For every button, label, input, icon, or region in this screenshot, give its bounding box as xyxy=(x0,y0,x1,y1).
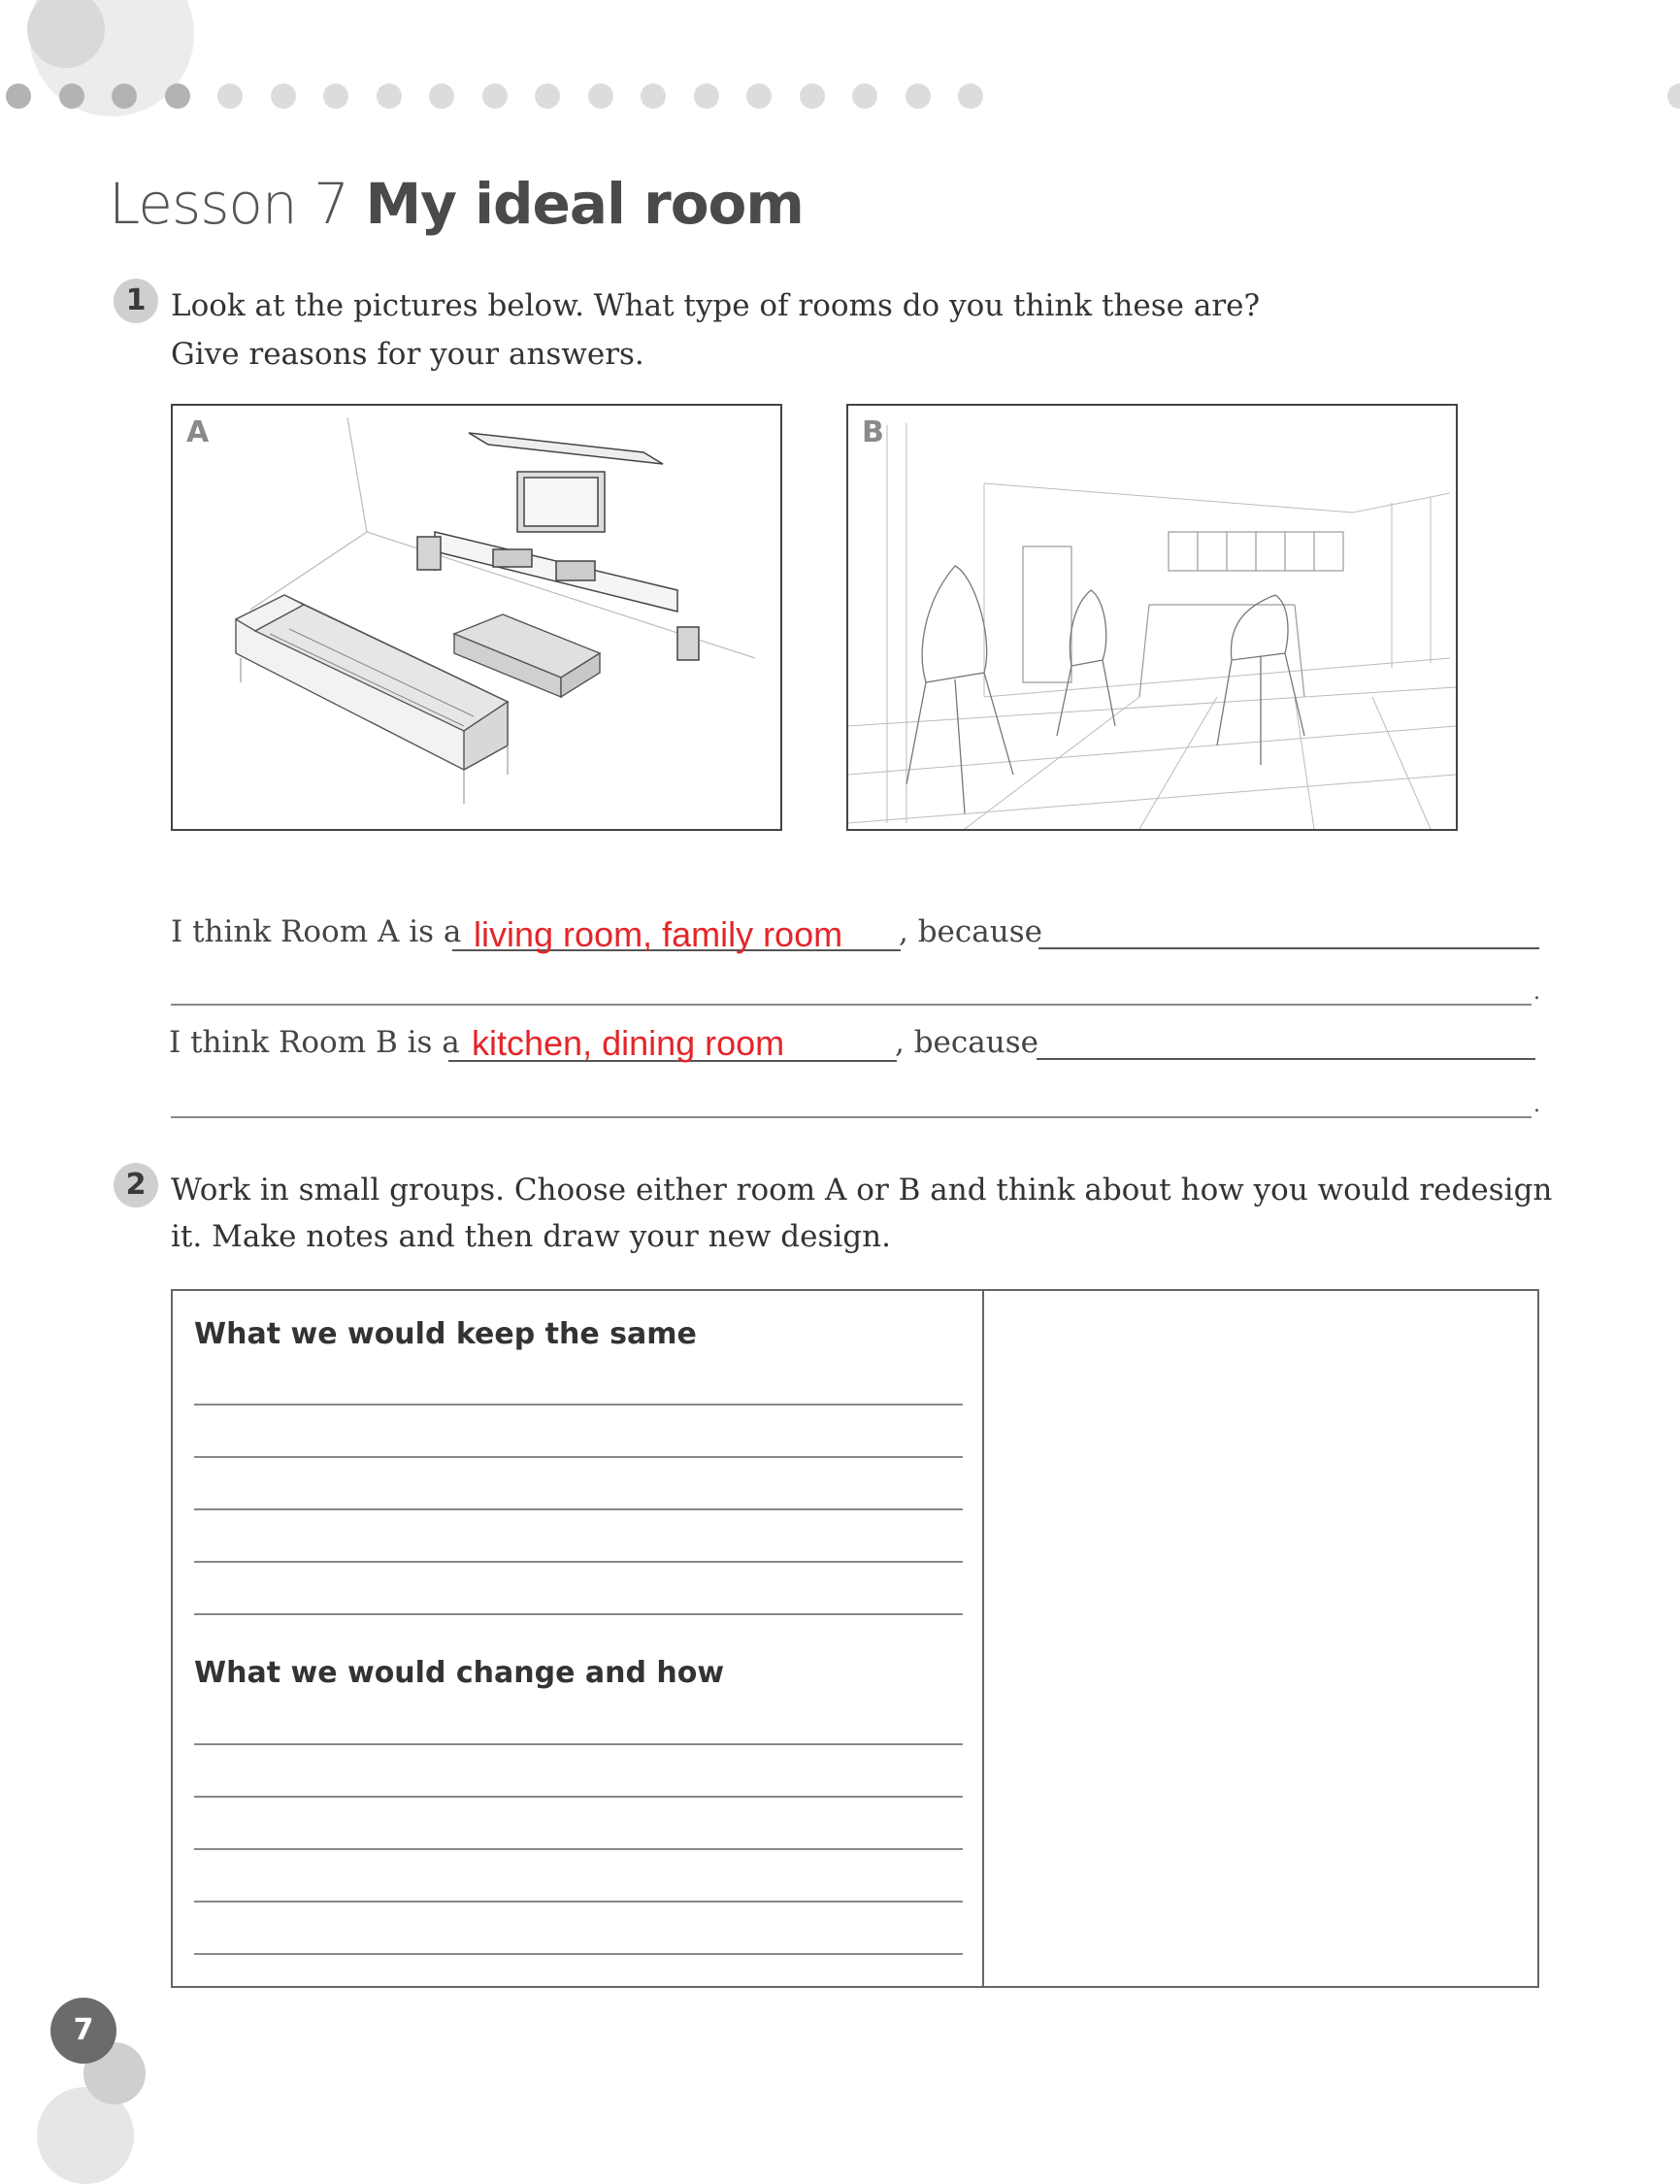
living-room-sketch xyxy=(173,406,780,829)
header-dot xyxy=(906,83,931,109)
exercise-2-instruction-line2: it. Make notes and then draw your new design. xyxy=(171,1219,891,1254)
answer-room-b[interactable]: kitchen, dining room xyxy=(472,1023,785,1063)
sentence-a-suffix: , because xyxy=(899,914,1042,949)
sentence-b-prefix: I think Room B is a xyxy=(169,1025,460,1060)
header-dot xyxy=(323,83,348,109)
change-note-line-2[interactable] xyxy=(194,1796,963,1798)
header-dot xyxy=(165,83,190,109)
header-dot xyxy=(694,83,719,109)
lesson-title: My ideal room xyxy=(365,171,804,237)
exercise-2-instruction-line1: Work in small groups. Choose either room A or B and think about how you would redesign xyxy=(171,1173,1553,1208)
header-dot xyxy=(1667,83,1680,109)
header-dot xyxy=(59,83,84,109)
header-dot xyxy=(429,83,454,109)
picture-a xyxy=(171,404,782,831)
header-dot-row xyxy=(0,83,1680,113)
page-title xyxy=(109,171,804,237)
heading-keep: What we would keep the same xyxy=(194,1317,697,1351)
exercise-1-instruction-line2: Give reasons for your answers. xyxy=(171,337,644,372)
reason-line-a-1[interactable] xyxy=(1038,947,1539,949)
heading-change: What we would change and how xyxy=(194,1656,725,1690)
kitchen-sketch xyxy=(848,406,1456,829)
page-number: 7 xyxy=(50,1998,116,2064)
sentence-a-period: . xyxy=(1533,980,1540,1005)
header-dot xyxy=(746,83,772,109)
header-dot xyxy=(958,83,983,109)
change-note-line-4[interactable] xyxy=(194,1901,963,1903)
keep-note-line-1[interactable] xyxy=(194,1404,963,1406)
sentence-a-prefix: I think Room A is a xyxy=(171,914,462,949)
exercise-1-instruction-line1: Look at the pictures below. What type of rooms do you think these are? xyxy=(171,288,1261,323)
change-note-line-3[interactable] xyxy=(194,1848,963,1850)
change-note-line-1[interactable] xyxy=(194,1743,963,1745)
answer-room-a[interactable]: living room, family room xyxy=(474,914,843,954)
header-dot xyxy=(377,83,402,109)
picture-a-label: A xyxy=(186,415,210,449)
reason-line-b-2[interactable] xyxy=(171,1116,1532,1118)
exercise-2-number: 2 xyxy=(114,1163,158,1208)
header-dot xyxy=(482,83,508,109)
header-dot xyxy=(588,83,613,109)
header-dot xyxy=(641,83,666,109)
exercise-1-number: 1 xyxy=(114,279,158,323)
header-dot xyxy=(852,83,877,109)
keep-note-line-2[interactable] xyxy=(194,1456,963,1458)
reason-line-b-1[interactable] xyxy=(1037,1058,1535,1060)
change-note-line-5[interactable] xyxy=(194,1953,963,1955)
picture-b xyxy=(846,404,1458,831)
header-dot xyxy=(800,83,825,109)
header-dot xyxy=(6,83,31,109)
lesson-label: Lesson 7 xyxy=(109,171,348,237)
keep-note-line-5[interactable] xyxy=(194,1613,963,1615)
drawing-area[interactable] xyxy=(986,1293,1533,1980)
header-dot xyxy=(112,83,137,109)
picture-b-label: B xyxy=(862,415,884,449)
sentence-b-suffix: , because xyxy=(895,1025,1038,1060)
header-dot xyxy=(535,83,560,109)
sentence-b-period: . xyxy=(1533,1093,1540,1117)
keep-note-line-4[interactable] xyxy=(194,1561,963,1563)
keep-note-line-3[interactable] xyxy=(194,1508,963,1510)
header-dot xyxy=(271,83,296,109)
header-dot xyxy=(217,83,243,109)
notes-table-divider xyxy=(982,1289,984,1986)
reason-line-a-2[interactable] xyxy=(171,1004,1532,1006)
